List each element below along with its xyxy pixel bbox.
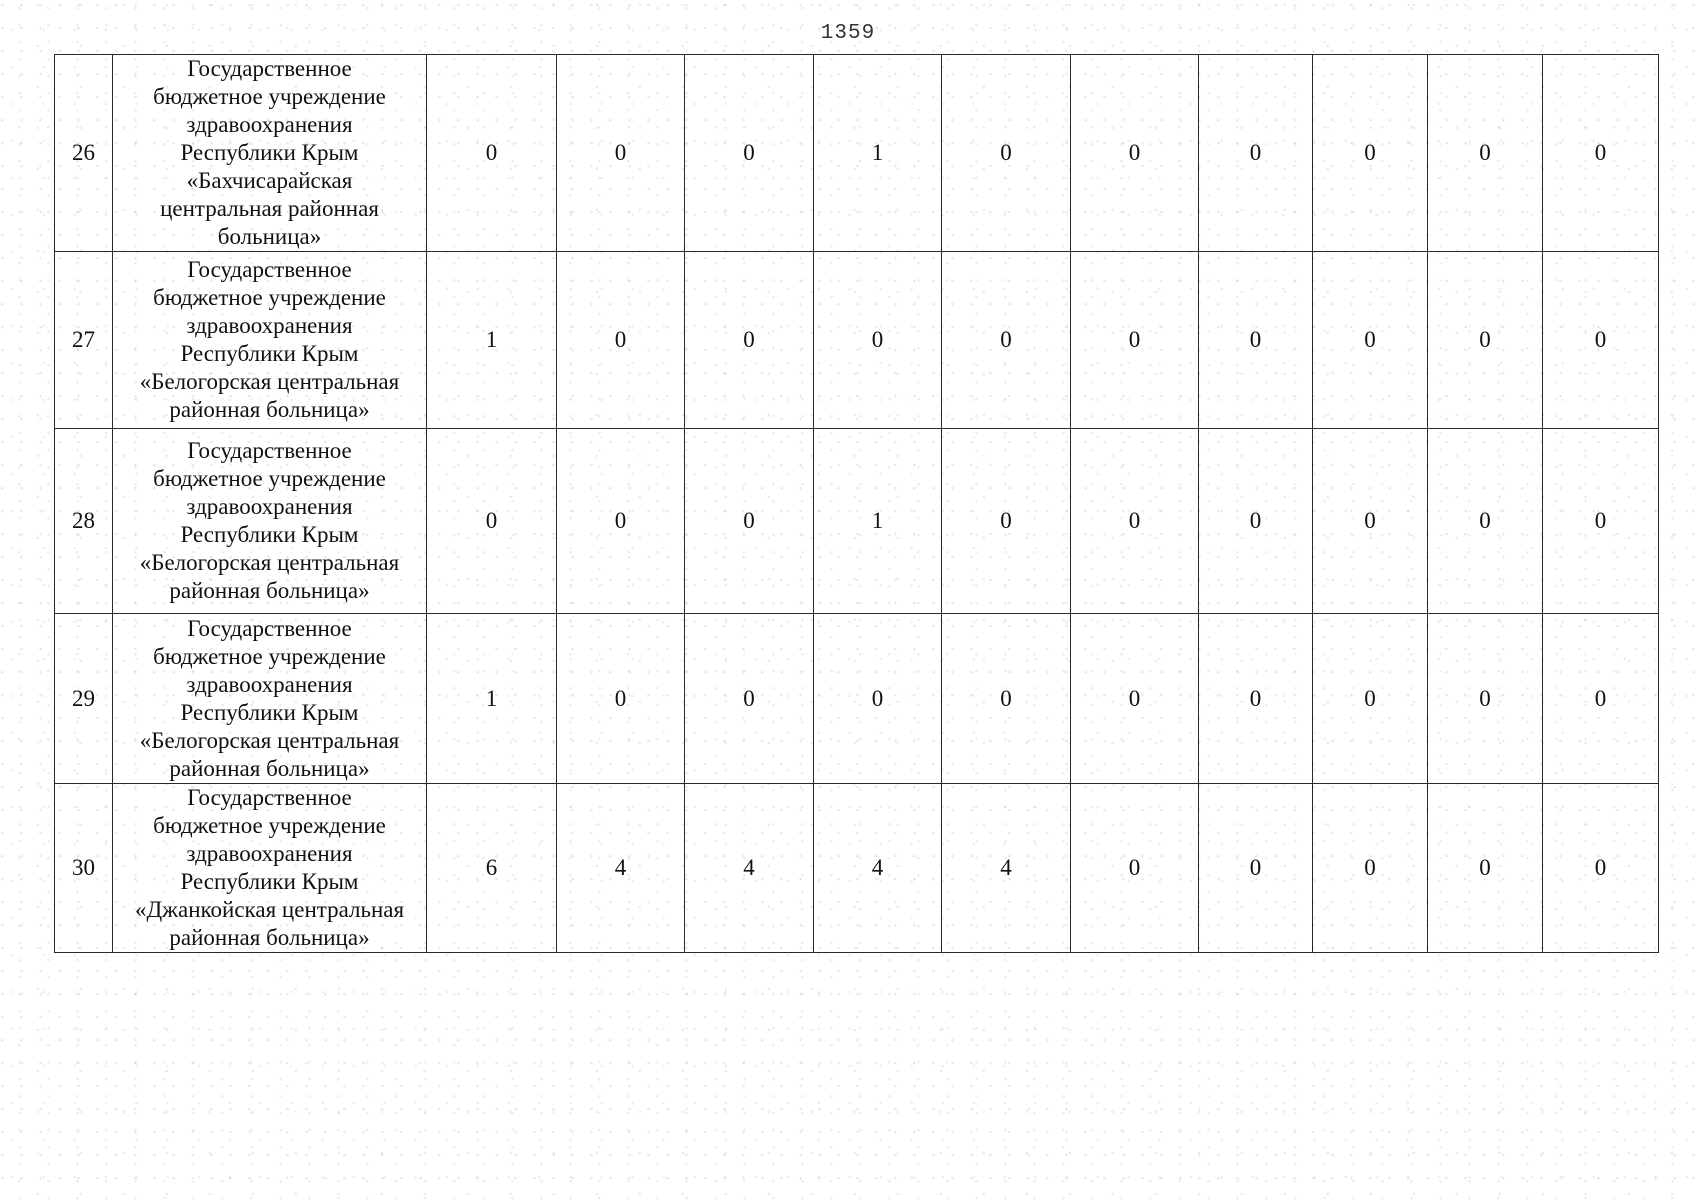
organization-line: «Бахчисарайская [186, 168, 353, 193]
value-cell: 0 [1428, 55, 1543, 252]
value-cell: 0 [1428, 614, 1543, 784]
value-cell: 0 [685, 55, 814, 252]
value-cell: 4 [557, 784, 685, 953]
organization-line: бюджетное учреждение [153, 466, 386, 491]
value-cell: 0 [1071, 55, 1199, 252]
value-cell: 0 [942, 55, 1071, 252]
value-cell: 0 [1199, 252, 1313, 429]
organization-line: здравоохранения [186, 494, 353, 519]
organization-line: бюджетное учреждение [153, 84, 386, 109]
organization-line: Государственное [187, 438, 352, 463]
table-row [55, 429, 1659, 614]
table-row [55, 614, 1659, 784]
value-cell: 0 [427, 429, 557, 614]
organization-line: «Белогорская центральная [139, 369, 400, 394]
value-cell: 1 [427, 614, 557, 784]
organization-line: здравоохранения [186, 841, 353, 866]
value-cell: 0 [1071, 614, 1199, 784]
value-cell: 0 [1071, 784, 1199, 953]
row-number-cell: 28 [55, 429, 113, 614]
table-row [55, 55, 1659, 252]
organization-line: районная больница» [169, 578, 370, 603]
value-cell: 1 [814, 55, 942, 252]
value-cell: 0 [942, 614, 1071, 784]
report-table [54, 54, 1659, 953]
value-cell: 0 [1543, 55, 1659, 252]
organization-line: Республики Крым [180, 869, 359, 894]
value-cell: 0 [942, 252, 1071, 429]
organization-line: «Белогорская центральная [139, 550, 400, 575]
value-cell: 0 [1428, 252, 1543, 429]
value-cell: 0 [1199, 55, 1313, 252]
organization-line: Республики Крым [180, 341, 359, 366]
value-cell: 1 [814, 429, 942, 614]
value-cell: 0 [1543, 614, 1659, 784]
value-cell: 0 [1543, 429, 1659, 614]
organization-line: Республики Крым [180, 699, 359, 725]
value-cell: 0 [1071, 252, 1199, 429]
organization-cell [113, 252, 427, 429]
value-cell: 0 [1199, 614, 1313, 784]
value-cell: 0 [1428, 784, 1543, 953]
organization-line: Республики Крым [180, 522, 359, 547]
row-number-cell: 30 [55, 784, 113, 953]
row-number-cell: 29 [55, 614, 113, 784]
value-cell: 0 [814, 252, 942, 429]
organization-line: Государственное [187, 785, 352, 810]
value-cell: 0 [557, 614, 685, 784]
value-cell: 0 [557, 429, 685, 614]
organization-line: Республики Крым [180, 140, 359, 165]
row-number-cell: 27 [55, 252, 113, 429]
organization-cell [113, 429, 427, 614]
value-cell: 0 [942, 429, 1071, 614]
organization-line: Государственное [187, 257, 352, 282]
organization-line: районная больница» [169, 925, 370, 950]
organization-line: центральная районная [160, 196, 379, 221]
organization-line: бюджетное учреждение [153, 643, 386, 669]
value-cell: 4 [942, 784, 1071, 953]
organization-line: больница» [217, 224, 322, 249]
value-cell: 1 [427, 252, 557, 429]
organization-cell [113, 784, 427, 953]
organization-line: районная больница» [169, 755, 370, 781]
value-cell: 0 [1313, 55, 1428, 252]
value-cell: 0 [685, 429, 814, 614]
value-cell: 0 [1543, 784, 1659, 953]
value-cell: 0 [1199, 429, 1313, 614]
value-cell: 0 [1428, 429, 1543, 614]
value-cell: 4 [685, 784, 814, 953]
value-cell: 0 [1543, 252, 1659, 429]
table-row [55, 784, 1659, 953]
value-cell: 0 [685, 614, 814, 784]
page-number: 1359 [820, 22, 876, 45]
value-cell: 0 [557, 55, 685, 252]
value-cell: 6 [427, 784, 557, 953]
table-row [55, 252, 1659, 429]
organization-line: здравоохранения [186, 671, 353, 697]
organization-line: здравоохранения [186, 313, 353, 338]
value-cell: 0 [1313, 614, 1428, 784]
value-cell: 0 [1313, 252, 1428, 429]
value-cell: 0 [685, 252, 814, 429]
value-cell: 4 [814, 784, 942, 953]
value-cell: 0 [814, 614, 942, 784]
value-cell: 0 [1313, 784, 1428, 953]
organization-line: Государственное [187, 56, 352, 81]
value-cell: 0 [1313, 429, 1428, 614]
organization-cell [113, 614, 427, 784]
value-cell: 0 [427, 55, 557, 252]
organization-line: здравоохранения [186, 112, 353, 137]
organization-cell [113, 55, 427, 252]
value-cell: 0 [557, 252, 685, 429]
organization-line: районная больница» [169, 397, 370, 422]
organization-line: бюджетное учреждение [153, 813, 386, 838]
value-cell: 0 [1071, 429, 1199, 614]
value-cell: 0 [1199, 784, 1313, 953]
organization-line: бюджетное учреждение [153, 285, 386, 310]
row-number-cell: 26 [55, 55, 113, 252]
organization-line: «Джанкойская центральная [134, 897, 405, 922]
organization-line: Государственное [187, 615, 352, 641]
organization-line: «Белогорская центральная [139, 727, 400, 753]
